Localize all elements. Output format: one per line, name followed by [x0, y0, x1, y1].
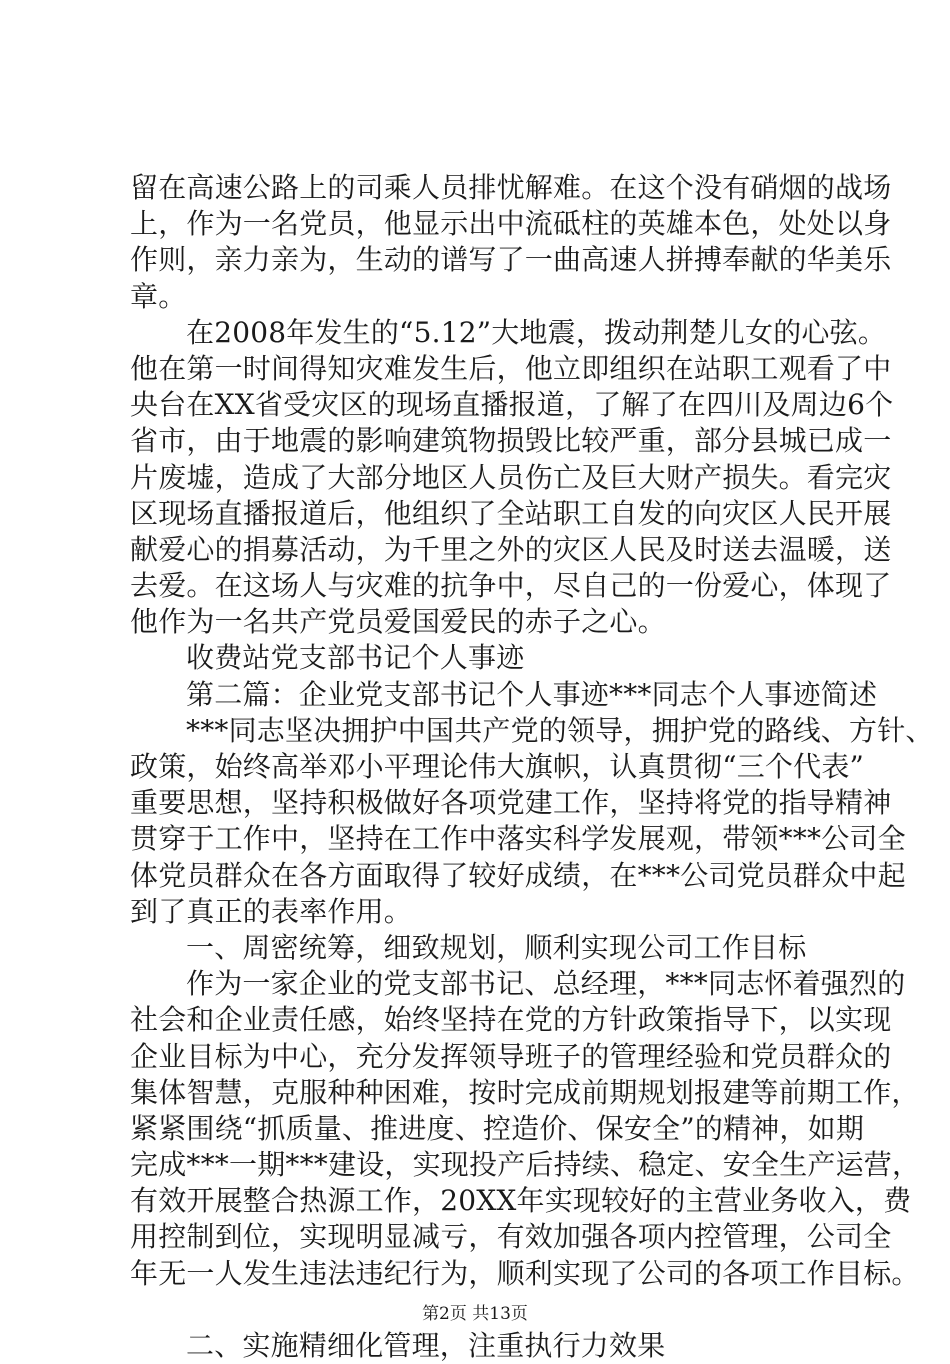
text-line: 作则，亲力亲为，生动的谱写了一曲高速人拼搏奉献的华美乐: [130, 243, 892, 277]
body-text: [130, 170, 934, 1364]
text-line: 上，作为一名党员，他显示出中流砥柱的英雄本色，处处以身: [130, 207, 892, 241]
text-line: 年无一人发生违法违纪行为，顺利实现了公司的各项工作目标。: [130, 1256, 920, 1290]
text-line: 献爱心的捐募活动，为千里之外的灾区人民及时送去温暖，送: [130, 532, 892, 566]
text-line: 区现场直播报道后，他组织了全站职工自发的向灾区人民开展: [130, 496, 892, 530]
text-line: 集体智慧，克服种种困难，按时完成前期规划报建等前期工作，: [130, 1075, 920, 1109]
text-line: 他作为一名共产党员爱国爱民的赤子之心。: [130, 605, 666, 639]
section-heading: 收费站党支部书记个人事迹: [186, 641, 525, 675]
text-line: 体党员群众在各方面取得了较好成绩，在***公司党员群众中起: [130, 858, 906, 892]
text-line: 用控制到位，实现明显减亏，有效加强各项内控管理，公司全: [130, 1220, 892, 1254]
text-line: 留在高速公路上的司乘人员排忧解难。在这个没有硝烟的战场: [130, 171, 892, 204]
section-heading: 一、周密统筹，细致规划，顺利实现公司工作目标: [186, 930, 807, 964]
text-line: 去爱。在这场人与灾难的抗争中，尽自己的一份爱心，体现了: [130, 569, 892, 603]
text-line: 章。: [130, 279, 187, 313]
text-line: 央台在XX省受灾区的现场直播报道，了解了在四川及周边6个: [130, 388, 894, 422]
section-heading: 第二篇：企业党支部书记个人事迹***同志个人事迹简述: [186, 677, 878, 711]
text-line: 省市，由于地震的影响建筑物损毁比较严重，部分县城已成一: [130, 424, 892, 458]
text-line: 作为一家企业的党支部书记、总经理，***同志怀着强烈的: [186, 967, 906, 1001]
text-line: 企业目标为中心，充分发挥领导班子的管理经验和党员群众的: [130, 1039, 892, 1073]
text-line: ***同志坚决拥护中国共产党的领导，拥护党的路线、方针、: [186, 713, 934, 747]
text-line: 贯穿于工作中，坚持在工作中落实科学发展观，带领***公司全: [130, 822, 906, 856]
text-line: 他在第一时间得知灾难发生后，他立即组织在站职工观看了中: [130, 351, 892, 385]
page-footer: [0, 1304, 950, 1324]
text-line: 政策，始终高举邓小平理论伟大旗帜，认真贯彻“三个代表”: [130, 750, 865, 783]
text-line: 在2008年发生的“5.12”大地震，拨动荆楚儿女的心弦。: [186, 315, 887, 349]
text-line: 紧紧围绕“抓质量、推进度、控造价、保安全”的精神，如期: [130, 1111, 865, 1145]
text-line: 到了真正的表率作用。: [130, 894, 413, 928]
text-line: 重要思想，坚持积极做好各项党建工作，坚持将党的指导精神: [130, 786, 892, 820]
text-line: 社会和企业责任感，始终坚持在党的方针政策指导下，以实现: [130, 1003, 892, 1037]
text-line: 有效开展整合热源工作，20XX年实现较好的主营业务收入，费: [130, 1184, 912, 1218]
text-line: 片废墟，造成了大部分地区人员伤亡及巨大财产损失。看完灾: [130, 460, 892, 494]
text-line: 完成***一期***建设，实现投产后持续、稳定、安全生产运营，: [130, 1148, 921, 1182]
page-number: 第2页 共13页: [422, 1304, 528, 1324]
section-heading: 二、实施精细化管理，注重执行力效果: [186, 1328, 666, 1362]
